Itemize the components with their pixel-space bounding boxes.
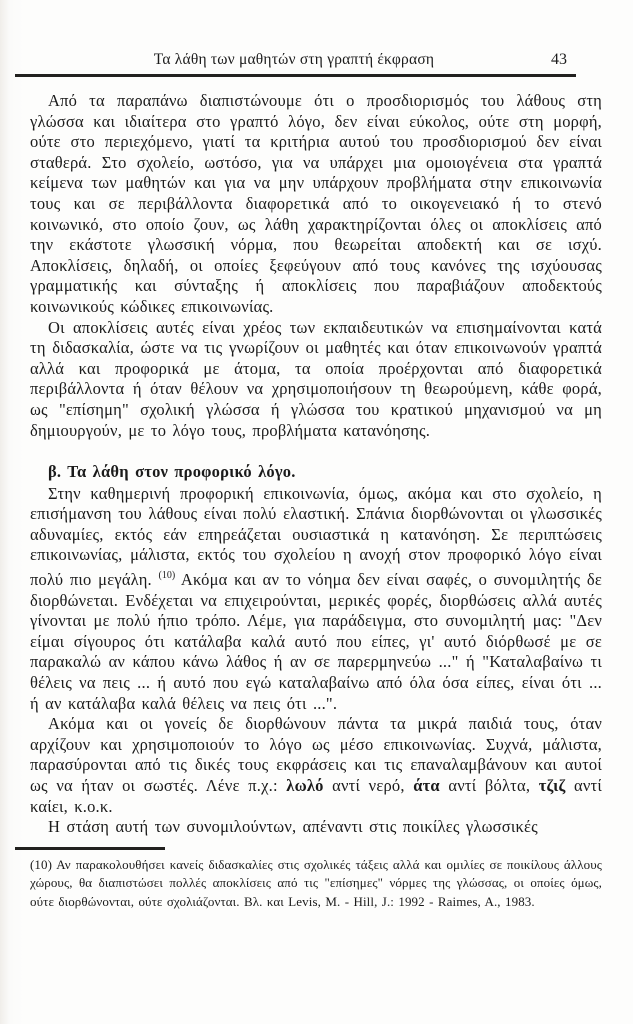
paragraph-3-text: Στην καθημερινή προφορική επικοινωνία, όμως, ακόμα και στο σχολείο, η επισήμανση του λάθους είναι πολύ ελαστική. Σπάνια διορθώνονται οι γλωσσικές αδυναμίες, εκτός εάν επηρεάζεται ουσιαστικά η κατανόηση. Σε περιπτώσεις επικοινωνίας, μάλιστα, εκτός του σχολείου η ανοχή στον προφορικό λόγο είναι πολύ πιο μεγάλη. [30, 483, 602, 590]
paragraph-3-text-continued: Ακόμα και αν το νόημα δεν είναι σαφές, ο συνομιλητής δε διορθώνεται. Ενδέχεται να επιχειρούνται, μερικές φορές, διορθώσεις αλλά αυτές γίνονται με πολύ ήπιο τρόπο. Λέμε, για παράδειγμα, στο συνομιλητή μας: "Δεν είμαι σίγουρος ότι κατάλαβα καλά αυτό που είπες, γι' αυτό διόρθωσέ με σε παρακαλώ αν κάπου κάνω λάθος ή αν σε παρερμηνεύω ..." ή "Καταλαβαίνω τι θέλεις να πεις ... ή αυτό που εγώ καταλαβαίνω από όλα όσα είπες, είναι ότι ... ή αν κατάλαβα καλά θέλεις να πεις ότι ...". [30, 570, 602, 713]
paragraph-4-text: Ακόμα και οι γονείς δε διορθώνουν πάντα τα μικρά παιδιά τους, όταν αρχίζουν και χρησιμοποιούν το λόγο ως μέσο επικοινωνίας. Συχνά, μάλιστα, παρασύρονται από τις δικές τους εκφράσεις και τις επαναλαμβάνουν και αυτοί ως να ήταν οι σωστές. Λένε π.χ.: [30, 714, 602, 795]
paragraph-2: Οι αποκλίσεις αυτές είναι χρέος των εκπαιδευτικών να επισημαίνονται κατά τη διδασκαλία, ώστε να τις γνωρίζουν οι μαθητές και όταν επικοινωνούν γραπτά αλλά και προφορικά με άτομα, τα οποία προέρχονται από διαφορετικά περιβάλλοντα ή όταν θέλουν να χρησιμοποιήσουν τη θεωρούμενη, κάθε φορά, ως "επίσημη" σχολική γλώσσα ή γλώσσα του κρατικού μηχανισμού να μη δημιουργούν, με το λόγο τους, προβλήματα κατανόησης. [30, 317, 602, 440]
page-header [30, 50, 602, 69]
footnote-reference-10: (10) [158, 570, 176, 582]
running-header-title: Τα λάθη των μαθητών στη γραπτή έκφραση [153, 51, 435, 68]
bold-word-tziz: τζιζ [538, 776, 566, 795]
page-number: 43 [551, 51, 567, 68]
paragraph-5: Η στάση αυτή των συνομιλούντων, απέναντι στις ποικίλες γλωσσικές [48, 817, 538, 837]
paragraph-4-text-4: αντί καίει, κ.ο.κ. [30, 776, 602, 816]
header-rule [15, 74, 576, 77]
bold-word-ata: άτα [413, 776, 440, 795]
section-heading: β. Τα λάθη στον προφορικό λόγο. [48, 462, 296, 482]
paragraph-3 [30, 484, 602, 715]
footnote-rule [15, 847, 165, 850]
paragraph-4-text-3: αντί βόλτα, [439, 776, 539, 795]
paragraph-4 [30, 714, 602, 817]
bold-word-lolo: λωλό [286, 776, 324, 795]
footnote-text: (10) Αν παρακολουθήσει κανείς διδασκαλίες στις σχολικές τάξεις αλλά και ομιλίες σε ποικίλους άλλους χώρους, θα διαπιστώσει πολλές αποκλίσεις από τις "επίσημες" νόρμες της γλώσσας, οι οποίες όμως, ούτε διορθώνονται, ούτε σχολιάζονται. Βλ. και Levis, M. - Hill, J.: 1992 - Raimes, A., 1983. [30, 856, 602, 909]
paragraph-4-text-2: αντί νερό, [323, 776, 414, 795]
paragraph-1: Από τα παραπάνω διαπιστώνουμε ότι ο προσδιορισμός του λάθους στη γλώσσα και ιδιαίτερα στο γραπτό λόγο, δεν είναι εύκολος, ούτε στη μορφή, ούτε στο περιεχόμενο, γιατί τα κριτήρια αυτού του προσδιορισμού δεν είναι σταθερά. Στο σχολείο, ωστόσο, για να υπάρχει μια ομοιογένεια στα γραπτά κείμενα των μαθητών και για να μην υπάρχουν προβλήματα στην επικοινωνία τους και σε περιβάλλοντα διαφορετικά από το οικογενειακό ή το στενό κοινωνικό, στο οποίο ζουν, ως λάθη χαρακτηρίζονται όλες οι αποκλίσεις από την εκάστοτε γλωσσική νόρμα, που θεωρείται αποδεκτή και σε ισχύ. Αποκλίσεις, δηλαδή, οι οποίες ξεφεύγουν από τους κανόνες της ισχύουσας γραμματικής και σύνταξης ή αποκλίσεις που παραβιάζουν αποδεκτούς κοινωνικούς κώδικες επικοινωνίας. [30, 91, 602, 316]
body-text [30, 91, 602, 838]
